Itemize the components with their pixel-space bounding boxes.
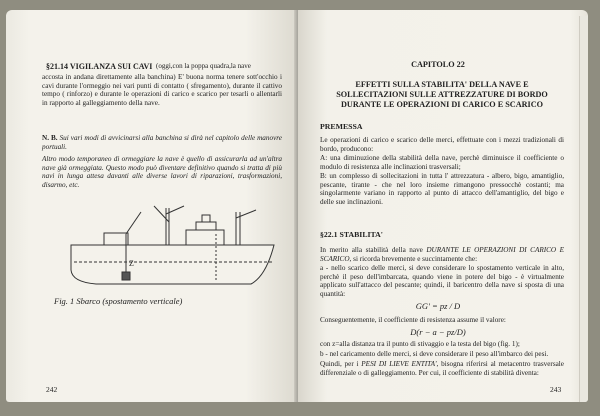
paragraph-stabilita — [320, 246, 564, 263]
left-page — [6, 10, 298, 402]
section-title-21-14: §21.14 VIGILANZA SUI CAVI — [46, 62, 153, 71]
paragraph-cavi: accosta in andana direttamente alla banchina) E' buona norma tenere sott'occhio i cavi durante l'ormeggio nei vari punti di contatto ( sfregamento), durante il cattivo tempo ( rinforzo) e durante le operazioni di carico e scarico per tesarli o allentarli in rapporto al galleggiamento della nave. — [42, 73, 282, 107]
paragraph-ormeggio: Altro modo temporaneo di ormeggiare la nave è quello di assicurarla ad un'altra nave già ormeggiata. Questo modo può diventare definitivo quando si tratta di più navi in lunga attesa davanti alle diverse lavori di riparazioni, trasformazioni, disarmo, etc. — [42, 155, 282, 189]
para3-italic: DURANTE LE OPERAZIONI DI CARICO E SCARICO — [320, 246, 564, 263]
nb-label: N. B. — [42, 134, 58, 142]
premessa-heading: PREMESSA — [320, 122, 363, 131]
section-note: (oggi,con la poppa quadra,la nave — [156, 62, 251, 70]
figure-caption: Fig. 1 Sbarco (spostamento verticale) — [54, 296, 183, 306]
conseguentemente: Conseguentemente, il coefficiente di resistenza assume il valore: — [320, 316, 506, 324]
chapter-heading: CAPITOLO 22 — [411, 60, 465, 69]
para3-start: In merito alla stabilità della nave — [320, 246, 427, 254]
item-a: A: una diminuzione della stabilità della nave, perchè diminuisce il coefficiente o modulo di resistenza alle inclinazioni trasversali; — [320, 154, 564, 171]
para4-italic: PESI DI LIEVE ENTITA' — [361, 360, 437, 368]
intro-paragraph: Le operazioni di carico e scarico delle merci, effettuate con i mezzi tradizionali di bordo, producono: — [320, 136, 564, 153]
para4-start: Quindi, per i — [320, 360, 362, 368]
item-b2: b - nel caricamento delle merci, si deve considerare il peso all'imbarco dei pesi. — [320, 350, 549, 358]
para3-end: , si ricorda brevemente e succintamente che: — [349, 254, 478, 263]
paragraph-lieve-entita — [320, 360, 564, 377]
chapter-title: EFFETTI SULLA STABILITA' DELLA NAVE E SOLLECITAZIONI SULLE ATTREZZATURE DI BORDO DURANTE LE OPERAZIONI DI CARICO E SCARICO — [336, 80, 548, 109]
right-page — [298, 10, 588, 402]
figure-z-label: Z — [129, 259, 134, 268]
open-book — [6, 10, 594, 410]
para4-end: , bisogna riferirsi al metacentro trasversale differenziale o di galleggiamento. Per cui, il coefficiente di stabilità diventa: — [320, 360, 564, 377]
nb-text: Sui vari modi di avvicinarsi alla banchina si dirà nel capitolo delle manovre portuali. — [42, 134, 283, 151]
item-a2: a - nello scarico delle merci, si deve considerare lo spostamento verticale in alto, perchè il peso dell'imbarcata, quando viene in potere del bigo - è virtualmente applicato sull'attacco del pescante; quindi, il baricentro della nave si sposta di una quantità: — [320, 264, 564, 298]
page-edges — [579, 16, 588, 402]
page-number-right: 243 — [550, 385, 562, 394]
nota-bene — [42, 134, 282, 151]
formula-gg: GG' = pz / D — [415, 301, 461, 311]
formula-coefficient: D(r − a − pz/D) — [410, 327, 466, 337]
z-definition: con z=alla distanza tra il punto di stivaggio e la testa del bigo (fig. 1); — [320, 340, 520, 348]
ship-figure — [66, 200, 281, 292]
item-b: B: un complesso di sollecitazioni in tutta l' attrezzatura - albero, bigo, amantiglio, pescante, tirante - che nel loro insieme rimangono pressocchè costanti; ma singolarmente variano in rapporto al punto di attacco dell'amantiglio, del bigo e delle sue inclinazioni. — [320, 172, 564, 206]
page-number-left: 242 — [46, 385, 58, 394]
section-22-1-heading: §22.1 STABILITA' — [320, 230, 383, 239]
